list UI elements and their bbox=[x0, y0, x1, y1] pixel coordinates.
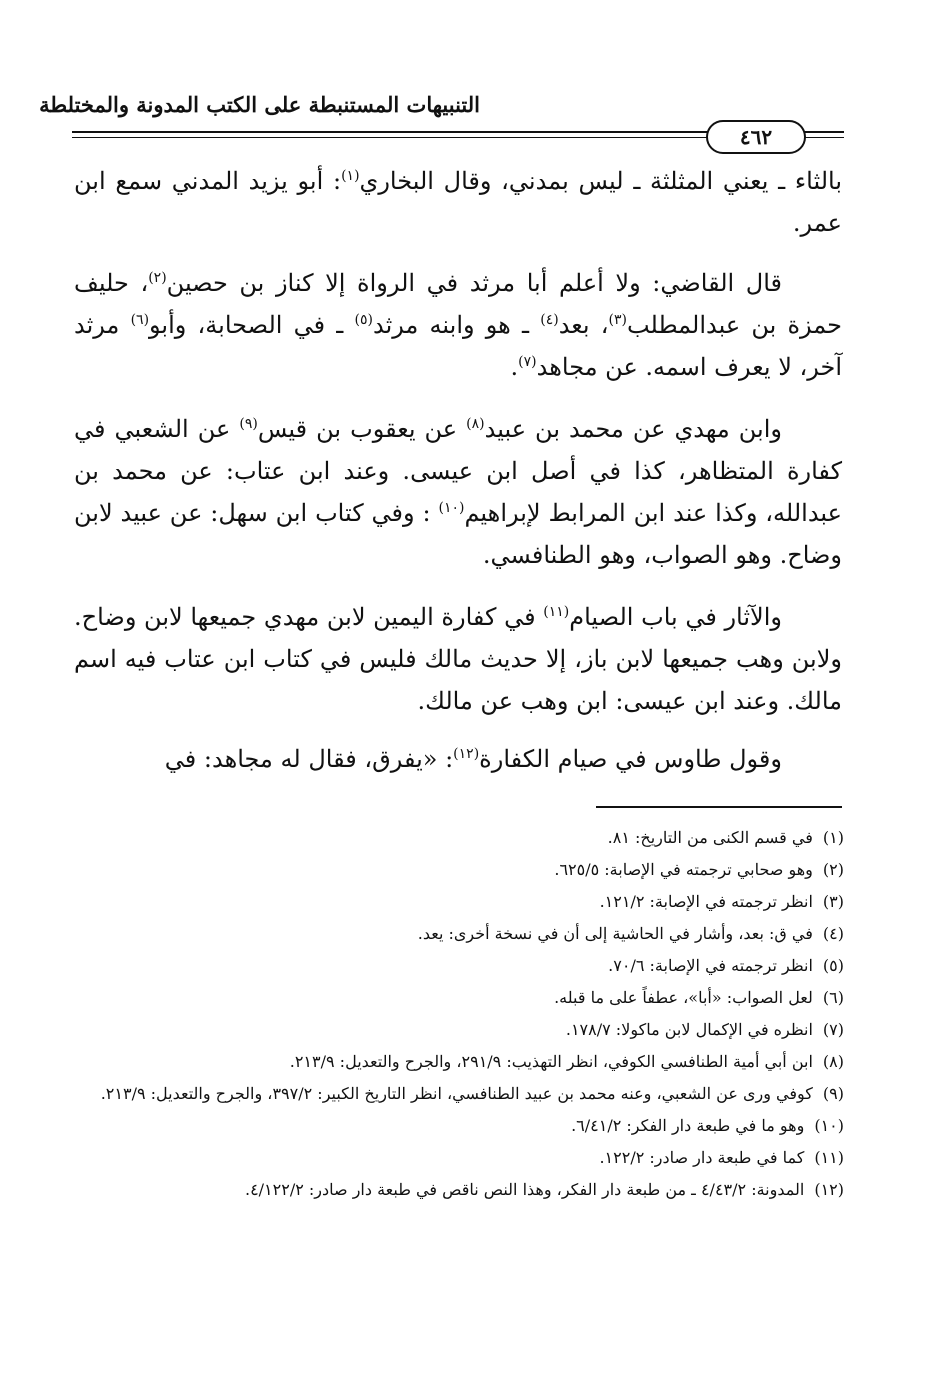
footnote-item bbox=[84, 1078, 844, 1110]
page-number: ٤٦٢ bbox=[706, 120, 806, 154]
text: ـ هو وابنه مرثد bbox=[372, 311, 541, 339]
footnote-separator bbox=[596, 806, 842, 808]
footnote-text: ابن أبي أمية الطنافسي الكوفي، انظر التهذيب: ٢٩١/٩، والجرح والتعديل: ٢١٣/٩. bbox=[289, 1052, 813, 1071]
text: ، بعد bbox=[558, 311, 609, 339]
footnote-number: (٥) bbox=[822, 956, 844, 975]
text: ـ في الصحابة، وأبو bbox=[149, 311, 355, 339]
footnote-item bbox=[84, 1110, 844, 1142]
footnote-number: (٧) bbox=[822, 1020, 844, 1039]
footnote-item bbox=[84, 1046, 844, 1078]
footnote-text: المدونة: ٤/٤٣/٢ ـ من طبعة دار الفكر، وهذا النص ناقص في طبعة دار صادر: ٤/١٢٢/٢. bbox=[244, 1180, 805, 1199]
footnote-number: (١٢) bbox=[814, 1180, 844, 1199]
text: بالثاء ـ يعني المثلثة ـ ليس بمدني، وقال البخاري bbox=[359, 167, 843, 195]
text: : وفي كتاب ابن سهل: عن عبيد لابن وضاح. وهو الصواب، وهو الطنافسي. bbox=[74, 499, 842, 569]
footnote-number: (٤) bbox=[822, 924, 844, 943]
text: ، حليف حمزة بن عبدالمطلب bbox=[74, 269, 843, 339]
footnote-item bbox=[84, 918, 844, 950]
footnote-item bbox=[84, 1014, 844, 1046]
footnote-text: انظر ترجمته في الإصابة: ١٢١/٢. bbox=[599, 892, 813, 911]
footnote-text: كوفي ورى عن الشعبي، وعنه محمد بن عبيد الطنافسي، انظر التاريخ الكبير: ٣٩٧/٢، والجرح والتعديل: ٢١٣/٩. bbox=[100, 1084, 813, 1103]
running-header-title: التنبيهات المستنبطة على الكتب المدونة والمختلطة bbox=[39, 92, 480, 117]
paragraph-2 bbox=[74, 262, 842, 388]
footnote-ref-11[interactable]: (١١) bbox=[543, 604, 570, 620]
footnote-item bbox=[84, 886, 844, 918]
footnote-item bbox=[84, 1174, 844, 1206]
footnote-ref-7[interactable]: (٧) bbox=[518, 354, 537, 370]
footnote-ref-4[interactable]: (٤) bbox=[540, 312, 559, 328]
footnote-item bbox=[84, 822, 844, 854]
paragraph-5 bbox=[74, 738, 842, 780]
footnote-text: في ق: بعد، وأشار في الحاشية إلى أن في نسخة أخرى: يعد. bbox=[417, 924, 813, 943]
footnote-text: كما في طبعة دار صادر: ١٢٢/٢. bbox=[599, 1148, 805, 1167]
footnote-number: (١) bbox=[822, 828, 844, 847]
text: مرثد آخر، لا يعرف اسمه. عن مجاهد bbox=[74, 311, 842, 381]
paragraph-3 bbox=[74, 408, 842, 576]
footnotes-list bbox=[84, 822, 844, 1206]
footnote-ref-3[interactable]: (٣) bbox=[608, 312, 627, 328]
footnote-ref-5[interactable]: (٥) bbox=[354, 312, 373, 328]
text: وقول طاوس في صيام الكفارة bbox=[479, 745, 782, 773]
paragraph-4 bbox=[74, 596, 842, 722]
footnote-number: (١٠) bbox=[814, 1116, 844, 1135]
footnote-number: (١١) bbox=[814, 1148, 844, 1167]
text: عن يعقوب بن قيس bbox=[257, 415, 467, 443]
text: عن الشعبي في كفارة المتظاهر، كذا في أصل ابن عيسى. وعند ابن عتاب: عن محمد بن عبدالله، وكذا عند ابن المرابط لإبراهيم bbox=[74, 415, 842, 527]
footnote-ref-8[interactable]: (٨) bbox=[466, 416, 485, 432]
footnote-number: (٢) bbox=[822, 860, 844, 879]
footnote-item bbox=[84, 982, 844, 1014]
footnote-item bbox=[84, 1142, 844, 1174]
footnote-ref-6[interactable]: (٦) bbox=[130, 312, 150, 328]
footnote-text: في قسم الكنى من التاريخ: ٨١. bbox=[607, 828, 813, 847]
paragraph-1 bbox=[74, 160, 842, 244]
footnote-ref-12[interactable]: (١٢) bbox=[453, 746, 480, 762]
footnote-number: (٦) bbox=[822, 988, 844, 1007]
text: في كفارة اليمين لابن مهدي جميعها لابن وضاح. ولابن وهب جميعها لابن باز، إلا حديث مالك فليس في كتاب ابن عتاب فيه اسم مالك. وعند ابن عيسى: ابن وهب عن مالك. bbox=[74, 603, 842, 715]
footnote-text: وهو صحابي ترجمته في الإصابة: ٦٢٥/٥. bbox=[554, 860, 813, 879]
footnote-text: انظر ترجمته في الإصابة: ٧٠/٦. bbox=[608, 956, 813, 975]
footnote-item bbox=[84, 950, 844, 982]
text: : «يفرق، فقال له مجاهد: في bbox=[164, 745, 454, 773]
footnote-item bbox=[84, 854, 844, 886]
footnote-text: لعل الصواب: «أبا»، عطفاً على ما قبله. bbox=[554, 988, 813, 1007]
footnote-number: (٩) bbox=[822, 1084, 844, 1103]
footnote-ref-9[interactable]: (٩) bbox=[239, 416, 258, 432]
text: وابن مهدي عن محمد بن عبيد bbox=[484, 415, 782, 443]
text: . bbox=[510, 353, 519, 381]
footnote-ref-10[interactable]: (١٠) bbox=[438, 500, 465, 516]
text: والآثار في باب الصيام bbox=[569, 603, 782, 631]
footnote-ref-2[interactable]: (٢) bbox=[148, 270, 167, 286]
footnote-text: انظره في الإكمال لابن ماكولا: ١٧٨/٧. bbox=[565, 1020, 813, 1039]
footnote-text: وهو ما في طبعة دار الفكر: ٦/٤١/٢. bbox=[571, 1116, 805, 1135]
footnote-number: (٨) bbox=[822, 1052, 844, 1071]
text: قال القاضي: ولا أعلم أبا مرثد في الرواة إلا كناز بن حصين bbox=[166, 269, 782, 297]
footnote-ref-1[interactable]: (١) bbox=[341, 168, 360, 184]
footnote-number: (٣) bbox=[822, 892, 844, 911]
text: : أبو يزيد المدني سمع ابن عمر. bbox=[74, 167, 842, 237]
